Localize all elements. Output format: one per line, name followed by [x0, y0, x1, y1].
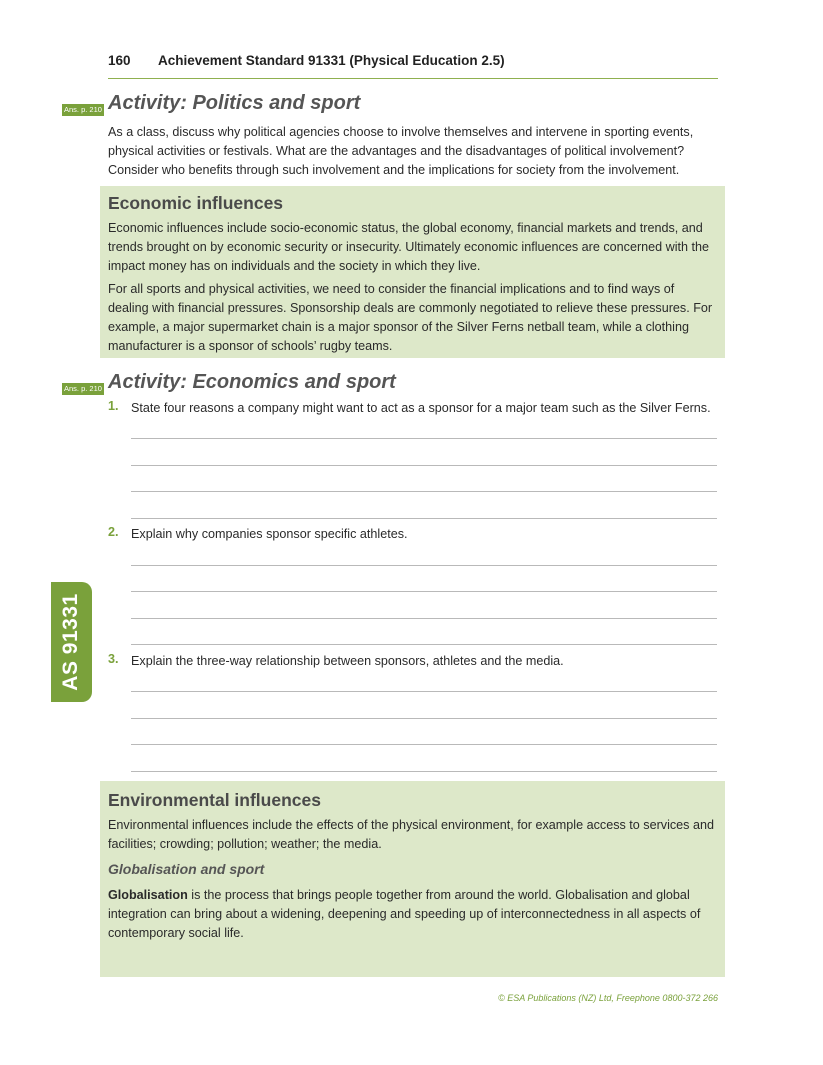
- globalisation-paragraph: [108, 886, 718, 943]
- answer-line[interactable]: [131, 591, 717, 592]
- answer-reference-badge[interactable]: Ans. p. 210: [64, 105, 102, 114]
- globalisation-subheading: Globalisation and sport: [108, 861, 265, 877]
- activity-politics-title: Activity: Politics and sport: [108, 92, 361, 114]
- activity-economics-title: Activity: Economics and sport: [108, 371, 396, 393]
- answer-line[interactable]: [131, 718, 717, 719]
- copyright-footer: © ESA Publications (NZ) Ltd, Freephone 0800-372 266: [498, 993, 718, 1003]
- environmental-influences-box: [100, 781, 725, 977]
- activity-politics-text: As a class, discuss why political agencies choose to involve themselves and intervene in sporting events, physical activities or festivals. What are the advantages and the disadvantages of political involvement? Consider who benefits through such involvement and the implications for society from the involvement.: [108, 125, 694, 177]
- answer-line[interactable]: [131, 465, 717, 466]
- globalisation-definition: is the process that brings people together from around the world. Globalisation and global integration can bring about a widening, deepening and speeding up of interconnectedness in all aspects of contemporary social life.: [108, 888, 701, 940]
- page-number: 160: [108, 53, 131, 68]
- question-text: State four reasons a company might want to act as a sponsor for a major team such as the Silver Ferns.: [131, 401, 711, 415]
- side-tab-label: AS 91331: [59, 593, 82, 691]
- economic-influences-box: [100, 186, 725, 358]
- answer-line[interactable]: [131, 565, 717, 566]
- economic-influences-title: Economic influences: [108, 193, 284, 213]
- answer-line[interactable]: [131, 618, 717, 619]
- question-number: 2.: [108, 525, 119, 539]
- question-text: Explain why companies sponsor specific athletes.: [131, 527, 408, 541]
- question-number: 3.: [108, 652, 119, 666]
- answer-line[interactable]: [131, 771, 717, 772]
- answer-line[interactable]: [131, 644, 717, 645]
- environmental-influences-para1: Environmental influences include the effects of the physical environment, for example access to services and facilities; crowding; pollution; weather; the media.: [108, 818, 714, 851]
- answer-reference-badge[interactable]: Ans. p. 210: [64, 384, 102, 393]
- answer-line[interactable]: [131, 438, 717, 439]
- page-header: [108, 52, 718, 79]
- answer-line[interactable]: [131, 744, 717, 745]
- question-number: 1.: [108, 399, 119, 413]
- running-title: Achievement Standard 91331 (Physical Education 2.5): [158, 53, 505, 68]
- answer-line[interactable]: [131, 691, 717, 692]
- economic-influences-para1: Economic influences include socio-economic status, the global economy, financial markets and trends, and trends brought on by economic security or insecurity. Ultimately economic influences are concerned with the impact money has on individuals and the society in which they live.: [108, 221, 710, 273]
- answer-line[interactable]: [131, 518, 717, 519]
- question-text: Explain the three-way relationship between sponsors, athletes and the media.: [131, 654, 564, 668]
- standard-side-tab: [51, 582, 92, 702]
- globalisation-term: Globalisation: [108, 888, 188, 902]
- economic-influences-para2: For all sports and physical activities, we need to consider the financial implications and to find ways of dealing with financial pressures. Sponsorship deals are commonly negotiated to relieve these pressures. For example, a major supermarket chain is a major sponsor of the Silver Ferns netball team, while a clothing manufacturer is a sponsor of schools’ rugby teams.: [108, 282, 713, 353]
- environmental-influences-title: Environmental influences: [108, 790, 321, 810]
- answer-line[interactable]: [131, 491, 717, 492]
